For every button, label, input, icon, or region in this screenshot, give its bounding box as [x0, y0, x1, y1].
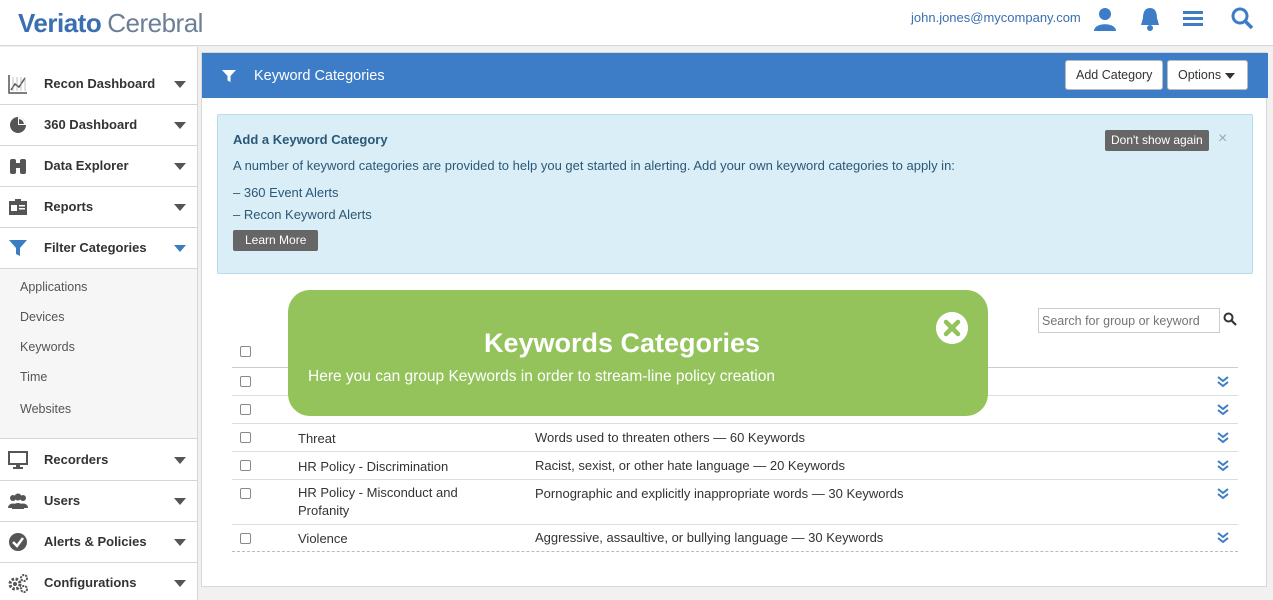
binoculars-icon	[8, 156, 28, 176]
caret-down-icon	[1225, 73, 1235, 79]
report-icon	[8, 197, 28, 217]
submenu-item-time[interactable]: Time	[20, 370, 48, 384]
expand-icon[interactable]	[1216, 431, 1230, 445]
chart-grid-icon	[8, 74, 28, 94]
close-icon[interactable]	[936, 312, 968, 344]
submenu-item-devices[interactable]: Devices	[20, 310, 65, 324]
category-description: Racist, sexist, or other hate language — 20 Keywords	[535, 458, 845, 473]
sidebar-item-recon-dashboard[interactable]	[0, 64, 197, 105]
user-icon[interactable]	[1092, 6, 1118, 32]
row-checkbox[interactable]	[240, 376, 251, 387]
top-bar	[0, 0, 1273, 46]
panel-header	[202, 53, 1268, 98]
info-alert	[217, 114, 1253, 274]
filter-categories-submenu	[0, 269, 197, 439]
logo-primary: Veriato	[18, 8, 102, 38]
sidebar-item-filter-categories[interactable]	[0, 228, 197, 269]
filter-icon	[8, 238, 28, 258]
table-row[interactable]	[232, 480, 1238, 525]
options-button[interactable]	[1167, 60, 1248, 90]
info-title: Add a Keyword Category	[233, 132, 388, 147]
chevron-down-icon[interactable]	[174, 539, 186, 546]
sidebar-item-label: Reports	[44, 199, 94, 214]
sidebar-item-configurations[interactable]	[0, 563, 197, 600]
chevron-down-icon[interactable]	[174, 122, 186, 129]
users-icon	[8, 491, 28, 511]
options-button-label: Options	[1178, 68, 1222, 82]
expand-icon[interactable]	[1216, 487, 1230, 501]
search-icon[interactable]	[1229, 6, 1255, 32]
filter-icon	[222, 69, 236, 83]
chevron-down-icon[interactable]	[174, 457, 186, 464]
category-description: Words used to threaten others — 60 Keywords	[535, 430, 806, 445]
category-description: Pornographic and explicitly inappropriate words — 30 Keywords	[535, 486, 904, 501]
sidebar-item-users[interactable]	[0, 481, 197, 522]
tooltip-title: Keywords Categories	[483, 328, 761, 358]
row-checkbox[interactable]	[240, 488, 251, 499]
expand-icon[interactable]	[1216, 459, 1230, 473]
sidebar-item-label: Recon Dashboard	[44, 76, 156, 91]
category-name: HR Policy - Misconduct and Profanity	[298, 485, 458, 518]
dont-show-again-button[interactable]: Don't show again	[1105, 130, 1209, 151]
add-category-button[interactable]: Add Category	[1065, 60, 1163, 90]
submenu-item-keywords[interactable]: Keywords	[20, 340, 75, 354]
bell-icon[interactable]	[1137, 6, 1163, 32]
sidebar-item-data-explorer[interactable]	[0, 146, 197, 187]
pie-chart-icon	[8, 115, 28, 135]
sidebar-item-label: Users	[44, 493, 81, 508]
category-name: HR Policy - Discrimination	[298, 459, 449, 474]
info-list-item: – 360 Event Alerts	[233, 185, 339, 200]
sidebar-item-label: Configurations	[44, 575, 137, 590]
sidebar-item-reports[interactable]	[0, 187, 197, 228]
logo[interactable]	[18, 8, 203, 39]
row-checkbox[interactable]	[240, 460, 251, 471]
search-icon[interactable]	[1223, 312, 1237, 326]
category-name: Threat	[298, 431, 336, 446]
expand-icon[interactable]	[1216, 403, 1230, 417]
row-checkbox[interactable]	[240, 533, 251, 544]
table-row[interactable]	[232, 452, 1238, 480]
close-icon[interactable]: ×	[1218, 130, 1228, 147]
panel-title: Keyword Categories	[254, 68, 385, 84]
chevron-down-icon[interactable]	[174, 163, 186, 170]
table-row[interactable]	[232, 424, 1238, 452]
select-all-checkbox[interactable]	[240, 346, 251, 357]
submenu-item-applications[interactable]: Applications	[20, 280, 88, 294]
sidebar-item-label: Alerts & Policies	[44, 534, 147, 549]
chevron-down-icon[interactable]	[174, 498, 186, 505]
sidebar-item-360-dashboard[interactable]	[0, 105, 197, 146]
check-circle-icon	[8, 532, 28, 552]
expand-icon[interactable]	[1216, 531, 1230, 545]
sidebar-item-alerts-policies[interactable]	[0, 522, 197, 563]
walkthrough-tooltip	[288, 290, 988, 416]
submenu-item-websites[interactable]: Websites	[20, 402, 72, 416]
search-input[interactable]	[1038, 308, 1220, 333]
category-name: Violence	[298, 531, 348, 546]
expand-icon[interactable]	[1216, 375, 1230, 389]
chevron-down-icon[interactable]	[174, 204, 186, 211]
chevron-down-icon[interactable]	[174, 580, 186, 587]
logo-secondary: Cerebral	[107, 8, 203, 38]
row-checkbox[interactable]	[240, 432, 251, 443]
info-list-item: – Recon Keyword Alerts	[233, 207, 372, 222]
tooltip-description: Here you can group Keywords in order to stream-line policy creation	[308, 368, 775, 385]
sidebar-item-recorders[interactable]	[0, 440, 197, 481]
gears-icon	[8, 573, 28, 593]
menu-icon[interactable]	[1180, 6, 1206, 32]
sidebar-item-label: Recorders	[44, 452, 109, 467]
table-row[interactable]	[232, 525, 1238, 552]
category-description: Aggressive, assaultive, or bullying language — 30 Keywords	[535, 530, 884, 545]
sidebar-item-label: 360 Dashboard	[44, 117, 138, 132]
chevron-down-icon[interactable]	[174, 245, 186, 252]
monitor-icon	[8, 450, 28, 470]
chevron-down-icon[interactable]	[174, 81, 186, 88]
sidebar	[0, 47, 198, 600]
sidebar-item-label: Filter Categories	[44, 240, 147, 255]
user-email[interactable]: john.jones@mycompany.com	[911, 10, 1081, 25]
learn-more-button[interactable]: Learn More	[233, 230, 318, 251]
row-checkbox[interactable]	[240, 404, 251, 415]
sidebar-item-label: Data Explorer	[44, 158, 129, 173]
info-description: A number of keyword categories are provided to help you get started in alerting. Add your own keyword categories to apply in:	[233, 158, 955, 173]
